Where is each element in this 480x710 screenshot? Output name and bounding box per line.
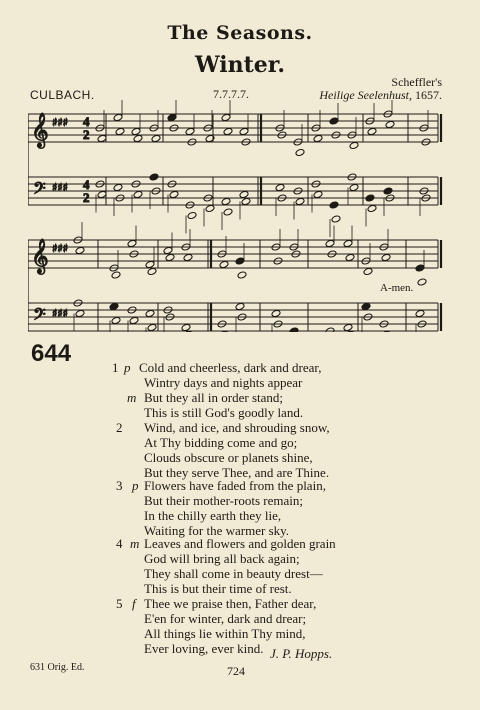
stanza-line: Cold and cheerless, dark and drear, — [139, 360, 322, 375]
stanza-line: All things lie within Thy mind, — [144, 626, 306, 641]
stanza-line: This is but their time of rest. — [144, 581, 292, 596]
svg-text:4: 4 — [83, 114, 90, 129]
svg-text:♯♯♯: ♯♯♯ — [52, 307, 68, 320]
tune-meter: 7.7.7.7. — [213, 87, 249, 101]
stanza-number: 2 — [116, 420, 123, 435]
stanza-line: But they all in order stand; — [144, 390, 284, 405]
tune-source-author: Scheffler's — [391, 75, 442, 89]
tune-name: CULBACH. — [30, 88, 95, 102]
stanza-number: 4 — [116, 536, 123, 551]
stanza-line: Thee we praise then, Father dear, — [144, 596, 317, 611]
svg-text:2: 2 — [83, 190, 90, 205]
stanza-line: This is still God's goodly land. — [144, 405, 304, 420]
music-score — [28, 100, 448, 332]
stanza-line: God will bring all back again; — [144, 551, 300, 566]
stanza-line: Waiting for the warmer sky. — [144, 523, 290, 538]
stanza-line: Wind, and ice, and shrouding snow, — [144, 420, 330, 435]
stanza-line: Wintry days and nights appear — [144, 375, 303, 390]
hymn-author: J. P. Hopps. — [270, 646, 333, 661]
dynamic-mark: m — [130, 536, 140, 551]
stanza-line: Clouds obscure or planets shine, — [144, 450, 313, 465]
stanza-line: But they serve Thee, and are Thine. — [144, 465, 330, 480]
hymn-number: 644 — [31, 340, 72, 367]
dynamic-mark: m — [127, 390, 137, 405]
svg-text:♯♯♯: ♯♯♯ — [52, 181, 68, 194]
tune-source-year: 1657. — [415, 88, 442, 102]
dynamic-mark: p — [124, 360, 131, 375]
stanza-line: Flowers have faded from the plain, — [144, 478, 326, 493]
svg-text:𝄢: 𝄢 — [33, 178, 46, 202]
stanza-number: 5 — [116, 596, 123, 611]
stanza-line: At Thy bidding come and go; — [144, 435, 298, 450]
svg-text:4: 4 — [83, 177, 90, 192]
amen-text: A-men. — [380, 282, 414, 294]
svg-text:♯♯♯: ♯♯♯ — [52, 242, 68, 255]
stanza-number: 3 — [116, 478, 123, 493]
svg-text:𝄞: 𝄞 — [31, 113, 49, 148]
dynamic-mark: f — [132, 596, 136, 611]
dynamic-mark: p — [132, 478, 139, 493]
section-title: The Seasons. — [167, 22, 313, 44]
stanza-number: 1 — [112, 360, 119, 375]
svg-text:𝄞: 𝄞 — [31, 239, 49, 274]
stanza-line: But their mother-roots remain; — [144, 493, 303, 508]
stanza-line: They shall come in beauty drest— — [144, 566, 323, 581]
svg-text:2: 2 — [83, 127, 90, 142]
stanza-line: Ever loving, ever kind. — [144, 641, 264, 656]
stanza-line: Leaves and flowers and golden grain — [144, 536, 336, 551]
stanza-line: In the chilly earth they lie, — [144, 508, 282, 523]
hymn-title: Winter. — [194, 52, 286, 78]
page-number: 724 — [227, 664, 245, 678]
svg-text:♯♯♯: ♯♯♯ — [52, 116, 68, 129]
stanza-line: E'en for winter, dark and drear; — [144, 611, 307, 626]
tune-source-title: Heilige Seelenhust, — [319, 88, 412, 102]
svg-text:𝄢: 𝄢 — [33, 304, 46, 328]
footer-edition-ref: 631 Orig. Ed. — [30, 662, 85, 673]
